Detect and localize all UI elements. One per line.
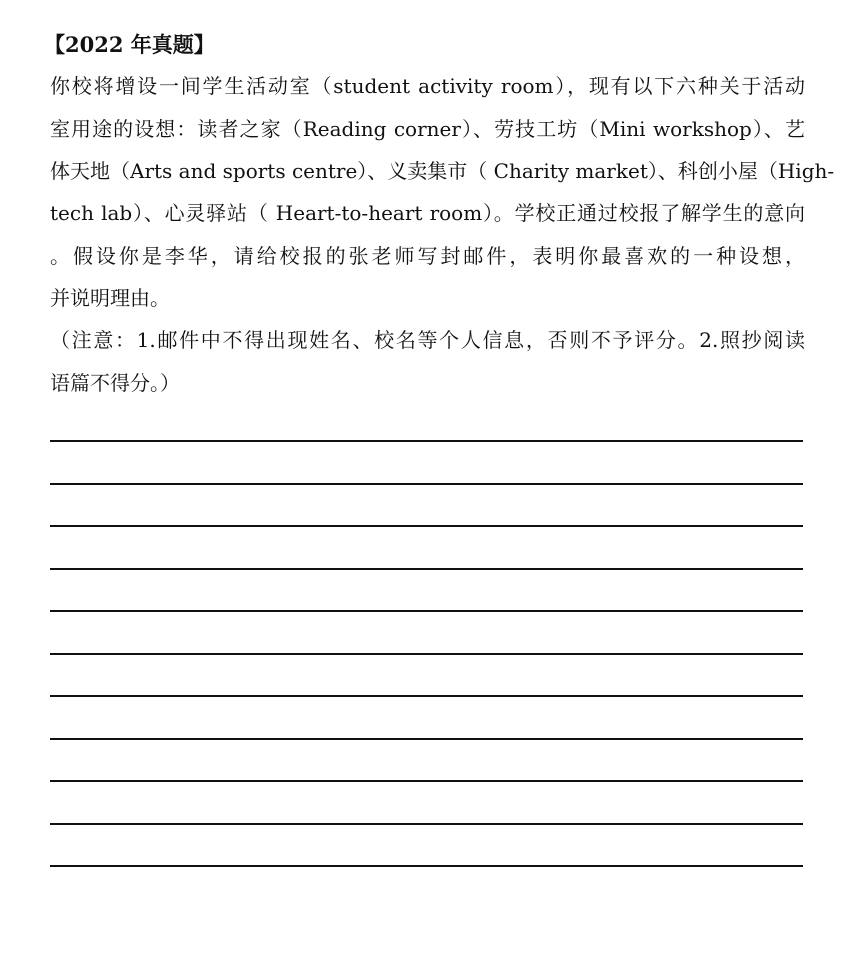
prompt-line: tech lab）、心灵驿站（ Heart-to-heart room）。学校正通过校报了解学生的意向: [50, 201, 805, 225]
answer-line[interactable]: [50, 568, 803, 570]
answer-line[interactable]: [50, 440, 803, 442]
answer-line[interactable]: [50, 780, 803, 782]
answer-line[interactable]: [50, 865, 803, 867]
prompt-line: 。假设你是李华，请给校报的张老师写封邮件，表明你最喜欢的一种设想，: [50, 244, 805, 268]
answer-line[interactable]: [50, 738, 803, 740]
prompt-line: 室用途的设想：读者之家（Reading corner）、劳技工坊（Mini workshop）、艺: [50, 117, 805, 141]
prompt-line: 并说明理由。: [50, 286, 170, 310]
note-line: 语篇不得分。）: [50, 371, 180, 395]
answer-line[interactable]: [50, 695, 803, 697]
answer-line[interactable]: [50, 610, 803, 612]
answer-line[interactable]: [50, 483, 803, 485]
prompt-line: 你校将增设一间学生活动室（student activity room），现有以下六种关于活动: [50, 74, 805, 98]
prompt-line: 体天地（Arts and sports centre）、义卖集市（ Charity market）、科创小屋（High-: [50, 159, 835, 183]
question-heading: 【2022 年真题】: [44, 32, 215, 57]
answer-line[interactable]: [50, 823, 803, 825]
answer-line[interactable]: [50, 653, 803, 655]
answer-line[interactable]: [50, 525, 803, 527]
note-line: （注意：1.邮件中不得出现姓名、校名等个人信息，否则不予评分。2.照抄阅读: [50, 328, 805, 352]
